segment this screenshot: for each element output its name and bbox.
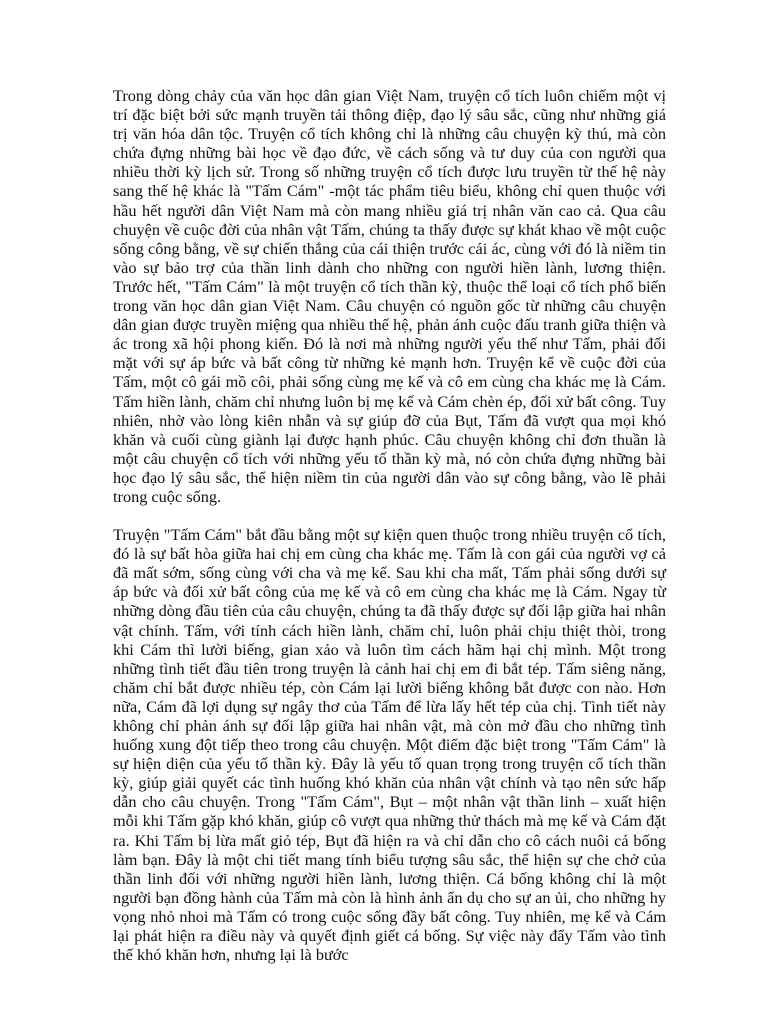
- document-page: [113, 86, 666, 964]
- body-paragraph: Truyện "Tấm Cám" bắt đầu bằng một sự kiện quen thuộc trong nhiều truyện cổ tích, đó là sự bất hòa giữa hai chị em cùng cha khác mẹ. Tấm là con gái của người vợ cả đã mất sớm, sống cùng với cha và mẹ kế. Sau khi cha mất, Tấm phải sống dưới sự áp bức và đối xử bất công của mẹ kế và cô em cùng cha khác mẹ là Cám. Ngay từ những dòng đầu tiên của câu chuyện, chúng ta đã thấy được sự đối lập giữa hai nhân vật chính. Tấm, với tính cách hiền lành, chăm chỉ, luôn phải chịu thiệt thòi, trong khi Cám thì lười biếng, gian xảo và luôn tìm cách hãm hại chị mình. Một trong những tình tiết đầu tiên trong truyện là cảnh hai chị em đi bắt tép. Tấm siêng năng, chăm chỉ bắt được nhiều tép, còn Cám lại lười biếng không bắt được con nào. Hơn nữa, Cám đã lợi dụng sự ngây thơ của Tấm để lừa lấy hết tép của chị. Tình tiết này không chỉ phản ánh sự đối lập giữa hai nhân vật, mà còn mở đầu cho những tình huống xung đột tiếp theo trong câu chuyện. Một điểm đặc biệt trong "Tấm Cám" là sự hiện diện của yếu tố thần kỳ. Đây là yếu tố quan trọng trong truyện cổ tích thần kỳ, giúp giải quyết các tình huống khó khăn của nhân vật chính và tạo nên sức hấp dẫn cho câu chuyện. Trong "Tấm Cám", Bụt – một nhân vật thần linh – xuất hiện mỗi khi Tấm gặp khó khăn, giúp cô vượt qua những thử thách mà mẹ kế và Cám đặt ra. Khi Tấm bị lừa mất giỏ tép, Bụt đã hiện ra và chỉ dẫn cho cô cách nuôi cá bống làm bạn. Đây là một chi tiết mang tính biểu tượng sâu sắc, thể hiện sự che chở của thần linh đối với những người hiền lành, lương thiện. Cá bống không chỉ là một người bạn đồng hành của Tấm mà còn là hình ảnh ẩn dụ cho sự an ủi, cho những hy vọng nhỏ nhoi mà Tấm có trong cuộc sống đầy bất công. Tuy nhiên, mẹ kế và Cám lại phát hiện ra điều này và quyết định giết cá bống. Sự việc này đẩy Tấm vào tình thế khó khăn hơn, nhưng lại là bước: [113, 525, 666, 965]
- body-paragraph: Trong dòng chảy của văn học dân gian Việt Nam, truyện cổ tích luôn chiếm một vị trí đặc biệt bởi sức mạnh truyền tải thông điệp, đạo lý sâu sắc, cũng như những giá trị văn hóa dân tộc. Truyện cổ tích không chỉ là những câu chuyện kỳ thú, mà còn chứa đựng những bài học về đạo đức, về cách sống và tư duy của con người qua nhiều thời kỳ lịch sử. Trong số những truyện cổ tích được lưu truyền từ thế hệ này sang thế hệ khác là "Tấm Cám" -một tác phẩm tiêu biểu, không chỉ quen thuộc với hầu hết người dân Việt Nam mà còn mang nhiều giá trị nhân văn cao cả. Qua câu chuyện về cuộc đời của nhân vật Tấm, chúng ta thấy được sự khát khao về một cuộc sống công bằng, về sự chiến thắng của cái thiện trước cái ác, cùng với đó là niềm tin vào sự bảo trợ của thần linh dành cho những con người hiền lành, lương thiện. Trước hết, "Tấm Cám" là một truyện cổ tích thần kỳ, thuộc thể loại cổ tích phổ biến trong văn học dân gian Việt Nam. Câu chuyện có nguồn gốc từ những câu chuyện dân gian được truyền miệng qua nhiều thế hệ, phản ánh cuộc đấu tranh giữa thiện và ác trong xã hội phong kiến. Đó là nơi mà những người yếu thế như Tấm, phải đối mặt với sự áp bức và bất công từ những kẻ mạnh hơn. Truyện kể về cuộc đời của Tấm, một cô gái mồ côi, phải sống cùng mẹ kế và cô em cùng cha khác mẹ là Cám. Tấm hiền lành, chăm chỉ nhưng luôn bị mẹ kế và Cám chèn ép, đối xử bất công. Tuy nhiên, nhờ vào lòng kiên nhẫn và sự giúp đỡ của Bụt, Tấm đã vượt qua mọi khó khăn và cuối cùng giành lại được hạnh phúc. Câu chuyện không chỉ đơn thuần là một câu chuyện cổ tích với những yếu tố thần kỳ mà, nó còn chứa đựng những bài học đạo lý sâu sắc, thể hiện niềm tin của người dân vào sự công bằng, vào lẽ phải trong cuộc sống.: [113, 86, 666, 506]
